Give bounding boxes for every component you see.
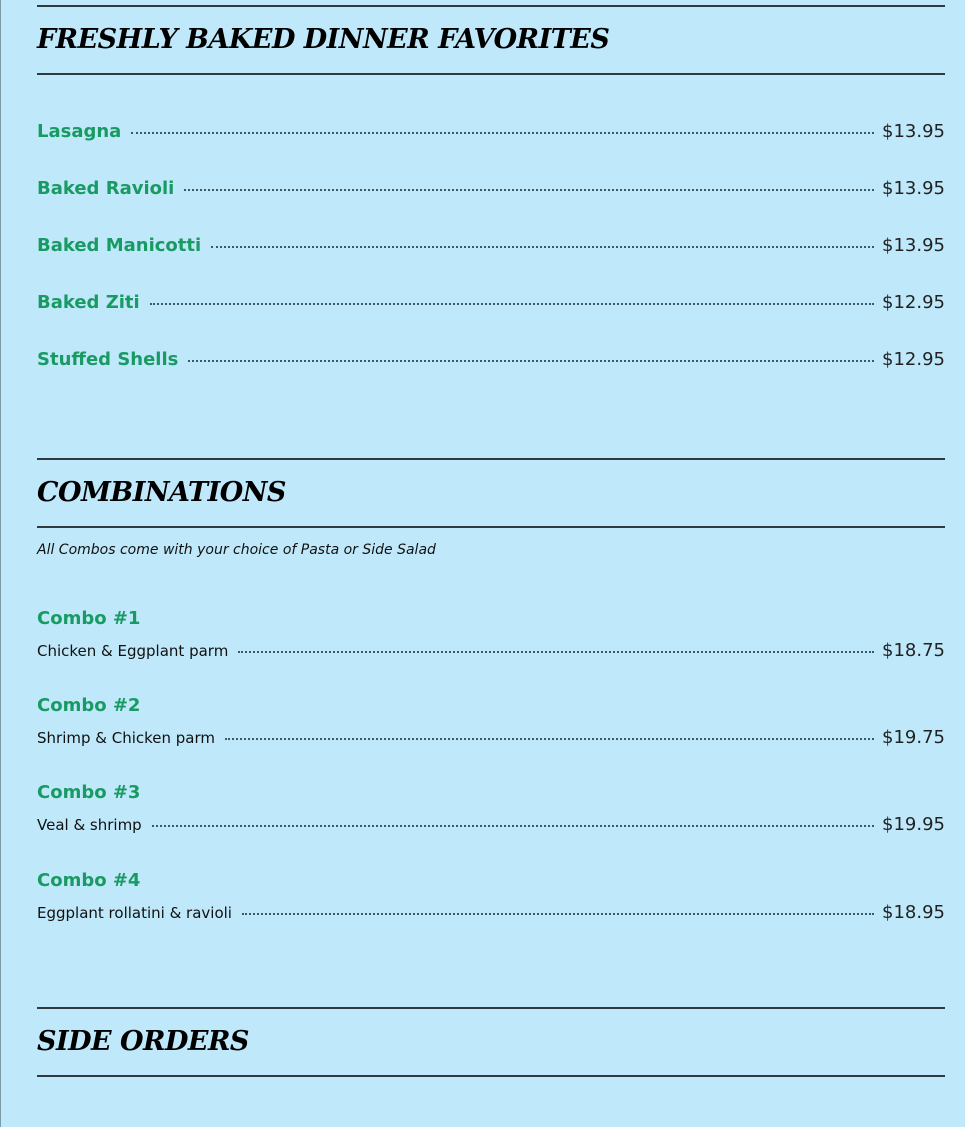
item-name: Baked Ravioli — [37, 178, 175, 199]
combo-price: $19.95 — [882, 814, 945, 835]
item-price: $13.95 — [882, 178, 945, 199]
menu-item — [37, 292, 945, 313]
dot-leader — [225, 737, 874, 740]
item-price: $13.95 — [882, 121, 945, 142]
section-bottom-rule — [37, 73, 945, 75]
dot-leader — [188, 359, 874, 362]
item-name: Lasagna — [37, 121, 122, 142]
combo-row — [37, 640, 945, 661]
combo-price: $18.75 — [882, 640, 945, 661]
combinations-section — [37, 458, 945, 923]
combo-row — [37, 902, 945, 923]
item-name: Baked Ziti — [37, 292, 140, 313]
combo-row — [37, 814, 945, 835]
combo-row — [37, 727, 945, 748]
baked-favorites-section — [37, 5, 945, 370]
section-title: COMBINATIONS — [37, 477, 286, 508]
dot-leader — [242, 912, 874, 915]
dot-leader — [238, 650, 874, 653]
combo-price: $18.95 — [882, 902, 945, 923]
item-name: Stuffed Shells — [37, 349, 179, 370]
combo-price: $19.75 — [882, 727, 945, 748]
item-name: Baked Manicotti — [37, 235, 202, 256]
combo-name: Combo #1 — [37, 608, 141, 629]
combo-desc: Eggplant rollatini & ravioli — [37, 904, 232, 922]
section-bottom-rule — [37, 526, 945, 528]
combo-name: Combo #3 — [37, 782, 141, 803]
item-price: $12.95 — [882, 292, 945, 313]
combo-note: All Combos come with your choice of Pasta or Side Salad — [37, 542, 436, 558]
item-price: $12.95 — [882, 349, 945, 370]
combo-desc: Chicken & Eggplant parm — [37, 642, 229, 660]
combo-desc: Veal & shrimp — [37, 816, 142, 834]
item-price: $13.95 — [882, 235, 945, 256]
dot-leader — [184, 188, 874, 191]
combo-name: Combo #2 — [37, 695, 141, 716]
section-bottom-rule — [37, 1075, 945, 1077]
dot-leader — [150, 302, 874, 305]
menu-item — [37, 178, 945, 199]
dot-leader — [211, 245, 874, 248]
menu-item — [37, 349, 945, 370]
dot-leader — [152, 824, 874, 827]
menu-item — [37, 235, 945, 256]
dot-leader — [131, 131, 874, 134]
combo-name: Combo #4 — [37, 870, 141, 891]
section-title: FRESHLY BAKED DINNER FAVORITES — [37, 24, 610, 55]
menu-item — [37, 121, 945, 142]
section-title: SIDE ORDERS — [37, 1026, 249, 1057]
combo-desc: Shrimp & Chicken parm — [37, 729, 216, 747]
side-orders-section — [37, 1007, 945, 1077]
